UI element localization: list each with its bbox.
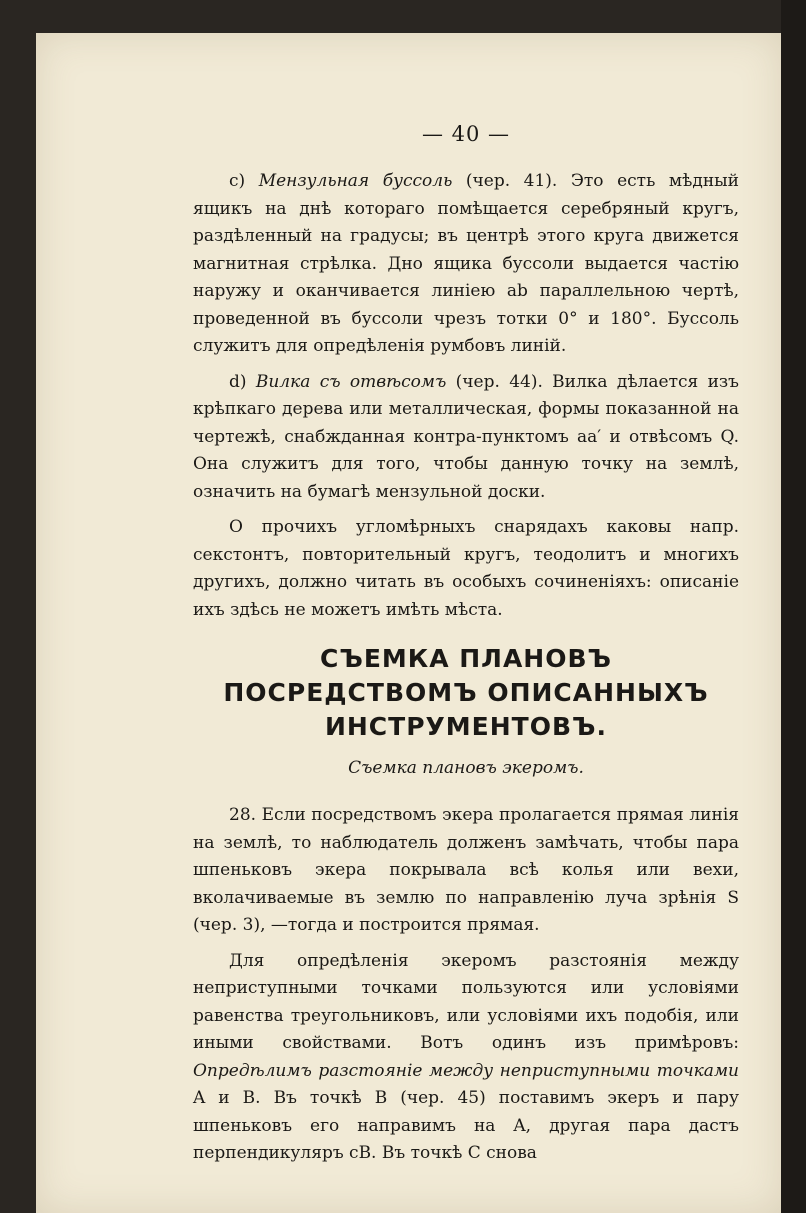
paragraph-text: (чер. 41). Это есть мѣдный ящикъ на днѣ котораго помѣщается серебряный кругъ, раздѣленный на градусы; въ центрѣ этого круга движется магнитная стрѣлка. Дно ящика буссоли выдается частію наружу и оканчивается линіею ab параллельною чертѣ, проведенной въ буссоли чрезъ тотки 0° и 180°. Буссоль служитъ для опредѣленія румбовъ линій. [193,171,740,356]
paragraph-other [193,514,739,624]
item-marker: c) [229,171,259,191]
paragraph-28 [193,802,739,940]
paragraph-c [193,168,739,361]
paragraph-text: (чер. 44). Вилка дѣлается изъ крѣпкаго дерева или металлическая, формы показанной на чертежѣ, снабжданная контра-пунктомъ aa′ и отвѣсомъ Q. Она служитъ для того, чтобы данную точку на землѣ, означить на бумагѣ мензульной доски. [193,371,739,502]
section-subtitle: Съемка плановъ экеромъ. [348,758,584,778]
paragraph-d [193,369,739,507]
section-title: СЪЕМКА ПЛАНОВЪ ПОСРЕДСТВОМЪ ОПИСАННЫХЪ ИНСТРУМЕНТОВЪ. [223,644,709,741]
page-content [193,122,739,1176]
term-italic: Вилка съ отвѣсомъ [255,371,447,392]
page-number: — 40 — [421,122,511,146]
paragraph-text: О прочихъ угломѣрныхъ снарядахъ каковы напр. секстонтъ, повторительный кругъ, теодолитъ и многихъ другихъ, должно читать въ особыхъ сочиненіяхъ: описаніе ихъ здѣсь не можетъ имѣть мѣста. [193,517,739,620]
term-italic: Мензульная буссоль [258,171,453,191]
paragraph-text: 28. Если посредствомъ экера пролагается прямая линія на землѣ, то наблюдатель долженъ замѣчать, чтобы пара шпеньковъ экера покрывала всѣ колья или вехи, вколачиваемые въ землю по направленію луча зрѣнія S (чер. 3), —тогда и построится прямая. [193,805,739,935]
item-marker: d) [229,371,256,392]
paragraph-text: Для опредѣленія экеромъ разстоянія между неприступными точками пользуются или условіями равенства треугольниковъ, или условіями ихъ подобія, или иными свойствами. Вотъ одинъ изъ примѣровъ: [193,950,739,1053]
paragraph-text: A и B. Въ точкѣ B (чер. 45) поставимъ экеръ и пару шпеньковъ его направимъ на A, другая пара дастъ перпендикуляръ cB. Въ точкѣ C снова [193,1088,739,1163]
paragraph-distance [193,948,739,1168]
term-italic: Опредѣлимъ разстояніе между неприступными точками [193,1060,739,1081]
book-spine [781,0,806,1213]
